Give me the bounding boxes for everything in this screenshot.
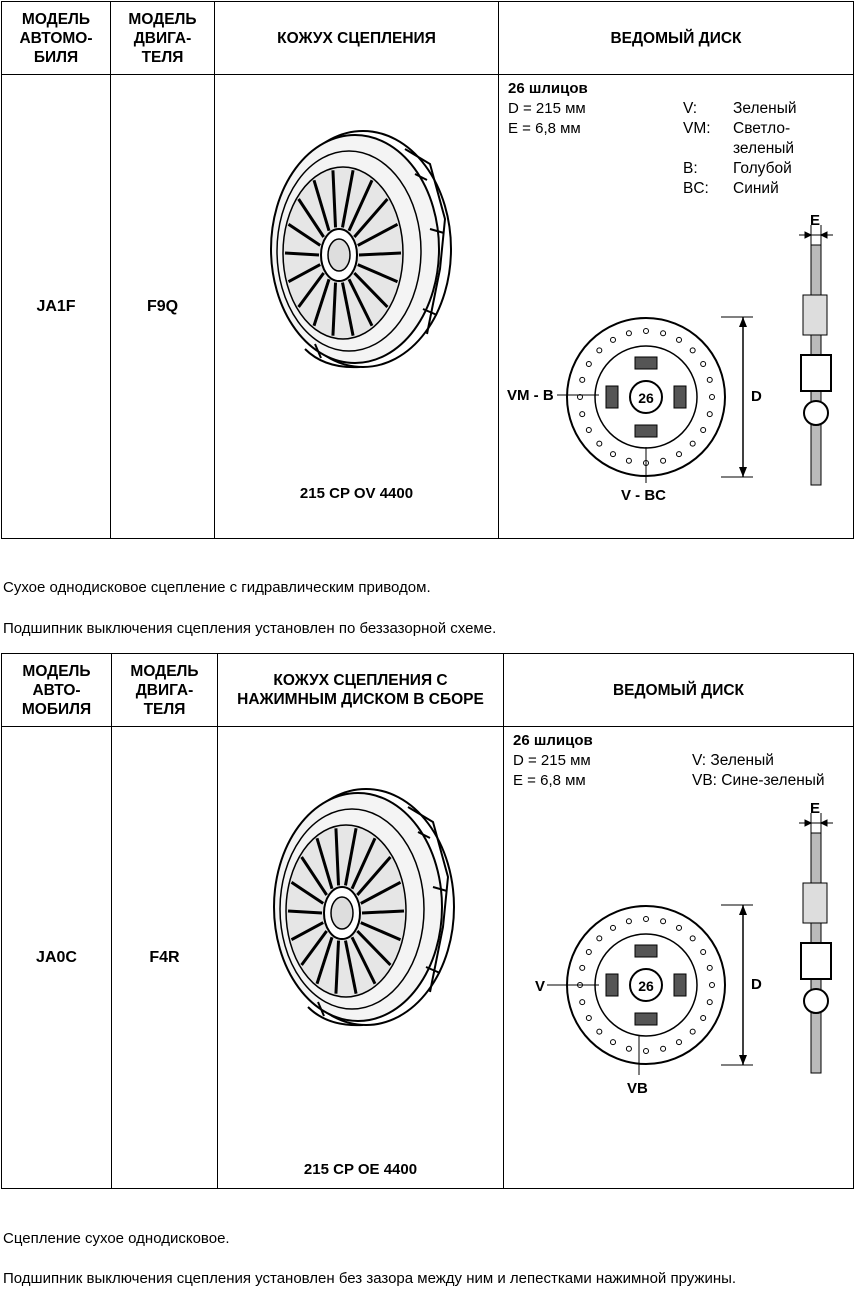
- splines-count: 26 шлицов: [513, 732, 593, 749]
- clutch-cover-illustration: [258, 777, 458, 1037]
- engine-model-value: F4R: [112, 727, 218, 1189]
- label-bottom: V - BC: [621, 487, 666, 504]
- table-row: [2, 727, 854, 1189]
- paragraph-dry-clutch-hydraulic: Сухое однодисковое сцепление с гидравлическим приводом.: [3, 579, 431, 596]
- clutch-cover-code: 215 CP OV 4400: [299, 485, 414, 502]
- disc-diameter: D = 215 мм: [513, 752, 591, 769]
- header-car-model: МОДЕЛЬ АВТОМО- БИЛЯ: [2, 2, 111, 75]
- paragraph-bearing-scheme: Подшипник выключения сцепления установлен по беззазорной схеме.: [3, 620, 497, 637]
- clutch-spec-table-1: [1, 1, 854, 539]
- clutch-cover-cell: [215, 75, 499, 539]
- hub-number: 26: [638, 978, 654, 994]
- table-row: [2, 75, 854, 539]
- paragraph-bearing-no-gap: Подшипник выключения сцепления установлен без зазора между ним и лепестками нажимной пружины.: [3, 1270, 737, 1287]
- hub-number: 26: [638, 390, 654, 406]
- label-d: D: [751, 976, 762, 993]
- car-model-value: JA1F: [2, 75, 111, 539]
- header-driven-disc: ВЕДОМЫЙ ДИСК: [504, 654, 854, 727]
- label-d: D: [751, 388, 762, 405]
- label-bottom: VB: [627, 1080, 648, 1097]
- disc-thickness: E = 6,8 мм: [508, 120, 581, 137]
- disc-diameter: D = 215 мм: [508, 100, 586, 117]
- legend-item: VB: Сине-зеленый: [692, 772, 825, 789]
- car-model-value: JA0C: [2, 727, 112, 1189]
- clutch-cover-code: 215 CP OE 4400: [303, 1161, 418, 1178]
- label-e: E: [810, 800, 821, 817]
- legend-item: BC: Синий: [683, 180, 779, 197]
- engine-model-value: F9Q: [111, 75, 215, 539]
- header-clutch-cover: КОЖУХ СЦЕПЛЕНИЯ: [215, 2, 499, 75]
- label-left: V: [535, 978, 546, 995]
- disc-thickness: E = 6,8 мм: [513, 772, 586, 789]
- splines-count: 26 шлицов: [508, 80, 588, 97]
- legend-item: B: Голубой: [683, 160, 792, 177]
- driven-disc-diagram: [499, 75, 854, 539]
- legend-item: V: Зеленый: [683, 100, 797, 117]
- header-clutch-cover: КОЖУХ СЦЕПЛЕНИЯ С НАЖИМНЫМ ДИСКОМ В СБОРЕ: [218, 654, 504, 727]
- clutch-spec-table-2: [1, 653, 854, 1189]
- header-car-model: МОДЕЛЬ АВТО- МОБИЛЯ: [2, 654, 112, 727]
- driven-disc-cell: [499, 75, 854, 539]
- header-driven-disc: ВЕДОМЫЙ ДИСК: [499, 2, 854, 75]
- table-header-row: [2, 2, 854, 75]
- table-header-row: [2, 654, 854, 727]
- driven-disc-cell: [504, 727, 854, 1189]
- paragraph-dry-single-disc: Сцепление сухое однодисковое.: [3, 1230, 230, 1247]
- label-e: E: [810, 212, 821, 229]
- label-left: VM - B: [507, 387, 554, 404]
- header-engine-model: МОДЕЛЬ ДВИГА- ТЕЛЯ: [111, 2, 215, 75]
- legend-item: V: Зеленый: [692, 752, 774, 769]
- clutch-cover-cell: [218, 727, 504, 1189]
- header-engine-model: МОДЕЛЬ ДВИГА- ТЕЛЯ: [112, 654, 218, 727]
- driven-disc-diagram: [504, 727, 854, 1189]
- clutch-cover-illustration: [255, 119, 455, 379]
- legend-item: VM: Светло- зеленый: [683, 120, 795, 157]
